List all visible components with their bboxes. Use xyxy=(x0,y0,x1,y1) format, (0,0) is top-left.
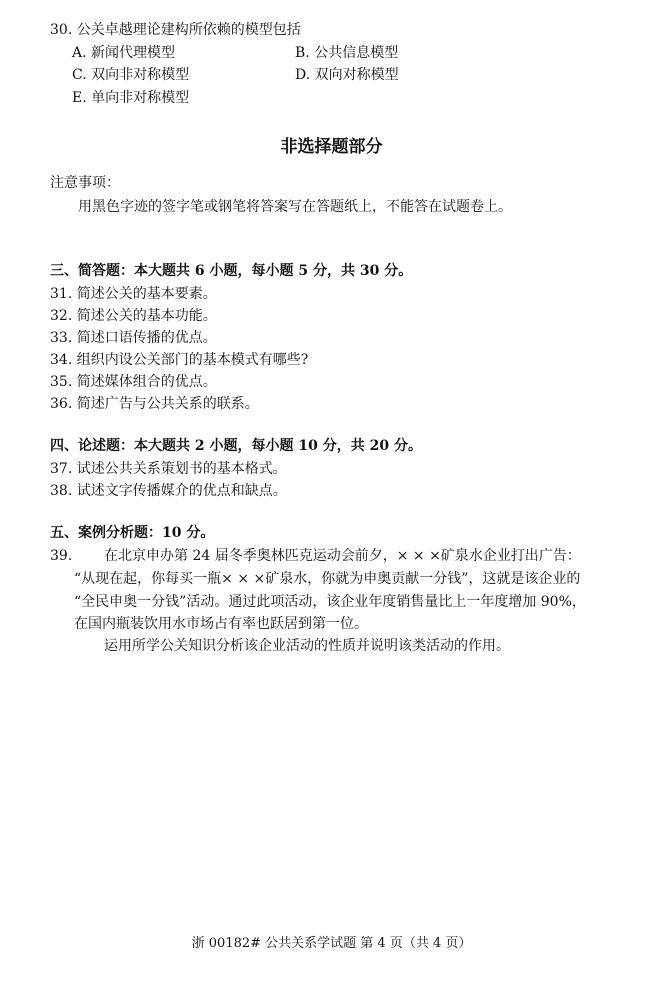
question-30-option-e: E. 单向非对称模型 xyxy=(72,90,190,106)
part4-heading: 四、论述题：本大题共 2 小题，每小题 10 分，共 20 分。 xyxy=(50,438,422,454)
question-31: 31. 简述公关的基本要素。 xyxy=(50,286,217,302)
question-30-stem: 30. 公关卓越理论建构所依赖的模型包括 xyxy=(50,22,301,38)
question-34: 34. 组织内设公关部门的基本模式有哪些? xyxy=(50,352,309,368)
question-38: 38. 试述文字传播媒介的优点和缺点。 xyxy=(50,483,287,499)
question-35: 35. 简述媒体组合的优点。 xyxy=(50,374,217,390)
page-footer: 浙 00182# 公共关系学试题 第 4 页（共 4 页） xyxy=(191,936,472,951)
question-32: 32. 简述公关的基本功能。 xyxy=(50,308,217,324)
question-39-line-3: “全民申奥一分钱”活动。通过此项活动，该企业年度销售量比上一年度增加 90%， xyxy=(74,594,586,610)
notice-label: 注意事项： xyxy=(50,175,120,191)
section-title: 非选择题部分 xyxy=(280,137,383,157)
question-36: 36. 简述广告与公共关系的联系。 xyxy=(50,396,259,412)
question-39-line-1: 在北京申办第 24 届冬季奥林匹克运动会前夕，× × ×矿泉水企业打出广告： xyxy=(104,548,581,564)
notice-text: 用黑色字迹的签字笔或钢笔将答案写在答题纸上，不能答在试题卷上。 xyxy=(78,199,512,215)
question-39-prompt: 运用所学公关知识分析该企业活动的性质并说明该类活动的作用。 xyxy=(104,638,510,654)
question-30-option-b: B. 公共信息模型 xyxy=(295,45,399,61)
question-37: 37. 试述公共关系策划书的基本格式。 xyxy=(50,461,287,477)
part5-heading: 五、案例分析题：10 分。 xyxy=(50,525,215,541)
question-39-number: 39. xyxy=(50,548,73,564)
question-30-option-a: A. 新闻代理模型 xyxy=(72,45,176,61)
question-39-line-2: “从现在起，你每买一瓶× × ×矿泉水，你就为申奥贡献一分钱”，这就是该企业的 xyxy=(74,571,581,587)
question-30-option-d: D. 双向对称模型 xyxy=(295,67,399,83)
question-33: 33. 简述口语传播的优点。 xyxy=(50,330,217,346)
question-30-option-c: C. 双向非对称模型 xyxy=(72,67,190,83)
question-39-line-4: 在国内瓶装饮用水市场占有率也跃居到第一位。 xyxy=(74,616,368,632)
part3-heading: 三、简答题：本大题共 6 小题，每小题 5 分，共 30 分。 xyxy=(50,263,413,279)
